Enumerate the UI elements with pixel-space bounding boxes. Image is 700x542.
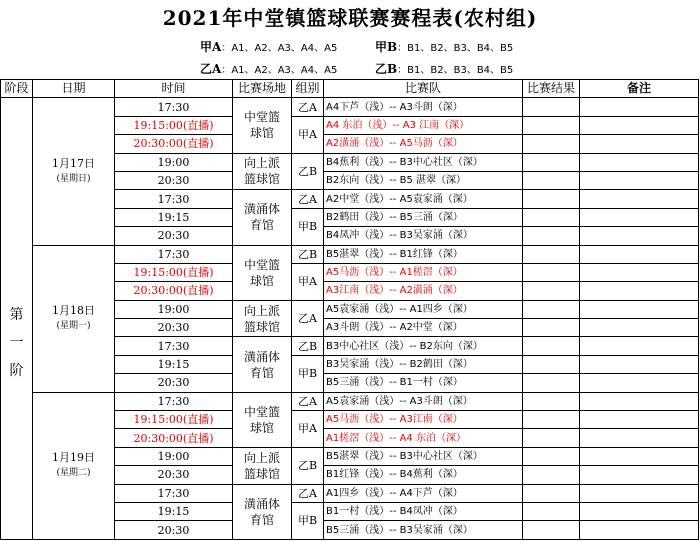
- date-cell: [33, 392, 115, 539]
- time-cell: 17:30: [115, 337, 233, 355]
- match-cell: A3江南（浅）-- A2潢涌（深）: [324, 282, 523, 300]
- header-teams: 比赛队: [324, 80, 523, 98]
- result-cell[interactable]: [523, 171, 580, 189]
- match-cell: B4凤冲（浅）-- B3吴家涌（深）: [324, 227, 523, 245]
- group-cell: 甲A: [292, 411, 324, 448]
- notes-cell[interactable]: [580, 282, 699, 300]
- header-date: 日期: [33, 80, 115, 98]
- table-row: [1, 245, 699, 263]
- header-row: [1, 80, 699, 98]
- notes-cell[interactable]: [580, 245, 699, 263]
- notes-cell[interactable]: [580, 392, 699, 410]
- notes-cell[interactable]: [580, 98, 699, 116]
- time-cell: 20:30: [115, 171, 233, 189]
- result-cell[interactable]: [523, 392, 580, 410]
- match-cell: B1红锋（浅）-- B4蕉利（深）: [324, 466, 523, 484]
- phase-char: 第: [9, 307, 24, 324]
- venue-cell: 中堂篮 球馆: [233, 98, 292, 153]
- group-jia-b: 甲B：B1、B2、B3、B4、B5: [375, 40, 514, 54]
- time-cell: 20:30: [115, 374, 233, 392]
- result-cell[interactable]: [523, 411, 580, 429]
- venue-cell: 潢涌体 育馆: [233, 337, 292, 392]
- phase-char: 一: [9, 335, 24, 352]
- result-cell[interactable]: [523, 521, 580, 539]
- header-phase: 阶段: [1, 80, 33, 98]
- phase-cell: [1, 98, 33, 539]
- group-cell: 甲B: [292, 355, 324, 392]
- notes-cell[interactable]: [580, 190, 699, 208]
- result-cell[interactable]: [523, 153, 580, 171]
- result-cell[interactable]: [523, 263, 580, 281]
- notes-cell[interactable]: [580, 208, 699, 226]
- notes-cell[interactable]: [580, 429, 699, 447]
- header-group: 组别: [292, 80, 324, 98]
- notes-cell[interactable]: [580, 521, 699, 539]
- match-cell: A1槎滘（浅）-- A4 东泊（深）: [324, 429, 523, 447]
- group-jia-a-teams: A1、A2、A3、A4、A5: [231, 43, 338, 54]
- match-cell: A1四乡（浅）-- A4下芦（深）: [324, 484, 523, 502]
- notes-cell[interactable]: [580, 227, 699, 245]
- time-cell: 17:30: [115, 484, 233, 502]
- time-cell: 20:30: [115, 521, 233, 539]
- match-cell: B1一村（浅）-- B4凤冲（深）: [324, 502, 523, 520]
- time-cell: 17:30: [115, 190, 233, 208]
- result-cell[interactable]: [523, 337, 580, 355]
- group-yi-a-teams: A1、A2、A3、A4、A5: [231, 65, 338, 76]
- time-cell: 17:30: [115, 245, 233, 263]
- venue-cell: 向上派 篮球馆: [233, 153, 292, 190]
- match-cell: B2鹤田（浅）-- B5三涌（深）: [324, 208, 523, 226]
- group-cell: 乙A: [292, 484, 324, 502]
- result-cell[interactable]: [523, 190, 580, 208]
- date-cell: [33, 245, 115, 392]
- group-jia-b-teams: B1、B2、B3、B4、B5: [407, 43, 514, 54]
- notes-cell[interactable]: [580, 263, 699, 281]
- time-cell: 20:30:00(直播): [115, 282, 233, 300]
- match-cell: B5三涌（浅）-- B1一村（深）: [324, 374, 523, 392]
- group-cell: 乙A: [292, 392, 324, 410]
- notes-cell[interactable]: [580, 153, 699, 171]
- venue-cell: 潢涌体 育馆: [233, 484, 292, 539]
- notes-cell[interactable]: [580, 135, 699, 153]
- group-yi-b: 乙B：B1、B2、B3、B4、B5: [375, 62, 514, 76]
- group-cell: 乙B: [292, 245, 324, 263]
- result-cell[interactable]: [523, 319, 580, 337]
- notes-cell[interactable]: [580, 447, 699, 465]
- notes-cell[interactable]: [580, 374, 699, 392]
- group-yi-b-label: 乙B: [375, 62, 398, 76]
- result-cell[interactable]: [523, 447, 580, 465]
- group-jia-b-label: 甲B: [375, 40, 398, 54]
- time-cell: 19:15:00(直播): [115, 116, 233, 134]
- page-title: 2021年中堂镇篮球联赛赛程表(农村组): [162, 6, 538, 30]
- result-cell[interactable]: [523, 355, 580, 373]
- group-cell: 甲B: [292, 208, 324, 245]
- header-notes: 备注: [580, 80, 699, 98]
- match-cell: B5湛翠（浅）-- B3中心社区（深）: [324, 447, 523, 465]
- time-cell: 20:30: [115, 227, 233, 245]
- notes-cell[interactable]: [580, 171, 699, 189]
- time-cell: 20:30:00(直播): [115, 135, 233, 153]
- result-cell[interactable]: [523, 116, 580, 134]
- time-cell: 19:15:00(直播): [115, 263, 233, 281]
- group-cell: 乙B: [292, 337, 324, 355]
- time-cell: 19:15: [115, 355, 233, 373]
- match-cell: A4下芦（浅）-- A3斗朗（深）: [324, 98, 523, 116]
- time-cell: 20:30: [115, 319, 233, 337]
- weekday-label: (星期日): [56, 173, 91, 184]
- group-yi-a: 乙A：A1、A2、A3、A4、A5: [200, 62, 338, 76]
- notes-cell[interactable]: [580, 466, 699, 484]
- venue-cell: 向上派 篮球馆: [233, 447, 292, 484]
- date-label: 1月19日: [52, 451, 95, 465]
- time-cell: 17:30: [115, 98, 233, 116]
- match-cell: A4 东泊（浅）-- A3 江南（深）: [324, 116, 523, 134]
- match-cell: B3吴家涌（浅）-- B2鹤田（深）: [324, 355, 523, 373]
- group-cell: 乙A: [292, 300, 324, 337]
- group-yi-b-teams: B1、B2、B3、B4、B5: [407, 65, 514, 76]
- result-cell[interactable]: [523, 227, 580, 245]
- date-label: 1月17日: [52, 156, 95, 170]
- result-cell[interactable]: [523, 429, 580, 447]
- result-cell[interactable]: [523, 245, 580, 263]
- date-cell: [33, 98, 115, 245]
- group-cell: 乙B: [292, 447, 324, 484]
- result-cell[interactable]: [523, 282, 580, 300]
- notes-cell[interactable]: [580, 337, 699, 355]
- match-cell: A5马沥（浅）-- A1槎滘（深）: [324, 263, 523, 281]
- schedule-body: [1, 98, 699, 539]
- notes-cell[interactable]: [580, 319, 699, 337]
- venue-cell: 中堂篮 球馆: [233, 245, 292, 300]
- venue-cell: 中堂篮 球馆: [233, 392, 292, 447]
- notes-cell[interactable]: [580, 300, 699, 318]
- result-cell[interactable]: [523, 300, 580, 318]
- time-cell: 20:30:00(直播): [115, 429, 233, 447]
- match-cell: B3中心社区（浅）-- B2东向（深）: [324, 337, 523, 355]
- venue-cell: 潢涌体 育馆: [233, 190, 292, 245]
- time-cell: 19:00: [115, 300, 233, 318]
- weekday-label: (星期一): [56, 321, 91, 332]
- time-cell: 19:15: [115, 502, 233, 520]
- header-venue: 比赛场地: [233, 80, 292, 98]
- weekday-label: (星期二): [56, 468, 91, 479]
- match-cell: A2潢涌（浅）-- A5马沥（深）: [324, 135, 523, 153]
- group-cell: 甲A: [292, 263, 324, 300]
- match-cell: B5湛翠（浅）-- B1红锋（深）: [324, 245, 523, 263]
- match-cell: A2中堂（浅）-- A5袁家涌（深）: [324, 190, 523, 208]
- match-cell: B4蕉利（浅）-- B3中心社区（深）: [324, 153, 523, 171]
- match-cell: A5袁家涌（浅）-- A1四乡（深）: [324, 300, 523, 318]
- time-cell: 19:00: [115, 153, 233, 171]
- notes-cell[interactable]: [580, 411, 699, 429]
- schedule-table: [0, 79, 699, 540]
- result-cell[interactable]: [523, 98, 580, 116]
- result-cell[interactable]: [523, 502, 580, 520]
- result-cell[interactable]: [523, 208, 580, 226]
- date-label: 1月18日: [52, 304, 95, 318]
- group-cell: 乙B: [292, 153, 324, 190]
- result-cell[interactable]: [523, 374, 580, 392]
- time-cell: 19:00: [115, 447, 233, 465]
- match-cell: A5马沥（浅）-- A3江南（深）: [324, 411, 523, 429]
- table-row: [1, 392, 699, 410]
- result-cell[interactable]: [523, 466, 580, 484]
- time-cell: 17:30: [115, 392, 233, 410]
- result-cell[interactable]: [523, 135, 580, 153]
- header-result: 比赛结果: [523, 80, 580, 98]
- venue-cell: 向上派 篮球馆: [233, 300, 292, 337]
- phase-label: [10, 307, 24, 379]
- group-jia-a: 甲A：A1、A2、A3、A4、A5: [200, 40, 338, 54]
- notes-cell[interactable]: [580, 116, 699, 134]
- group-cell: 乙A: [292, 190, 324, 208]
- group-cell: 乙A: [292, 98, 324, 116]
- result-cell[interactable]: [523, 484, 580, 502]
- notes-cell[interactable]: [580, 502, 699, 520]
- match-cell: A3斗朗（浅）-- A2中堂（深）: [324, 319, 523, 337]
- group-jia-a-label: 甲A: [200, 40, 222, 54]
- match-cell: B5三涌（浅）-- B3吴家涌（深）: [324, 521, 523, 539]
- time-cell: 20:30: [115, 466, 233, 484]
- group-cell: 甲B: [292, 502, 324, 539]
- group-cell: 甲A: [292, 116, 324, 153]
- time-cell: 19:15:00(直播): [115, 411, 233, 429]
- notes-cell[interactable]: [580, 355, 699, 373]
- time-cell: 19:15: [115, 208, 233, 226]
- phase-char: 阶: [9, 363, 24, 380]
- match-cell: A5袁家涌（浅）-- A3斗朗（深）: [324, 392, 523, 410]
- notes-cell[interactable]: [580, 484, 699, 502]
- match-cell: B2东向（浅）-- B5 湛翠（深）: [324, 171, 523, 189]
- table-row: [1, 98, 699, 116]
- header-time: 时间: [115, 80, 233, 98]
- group-yi-a-label: 乙A: [200, 62, 222, 76]
